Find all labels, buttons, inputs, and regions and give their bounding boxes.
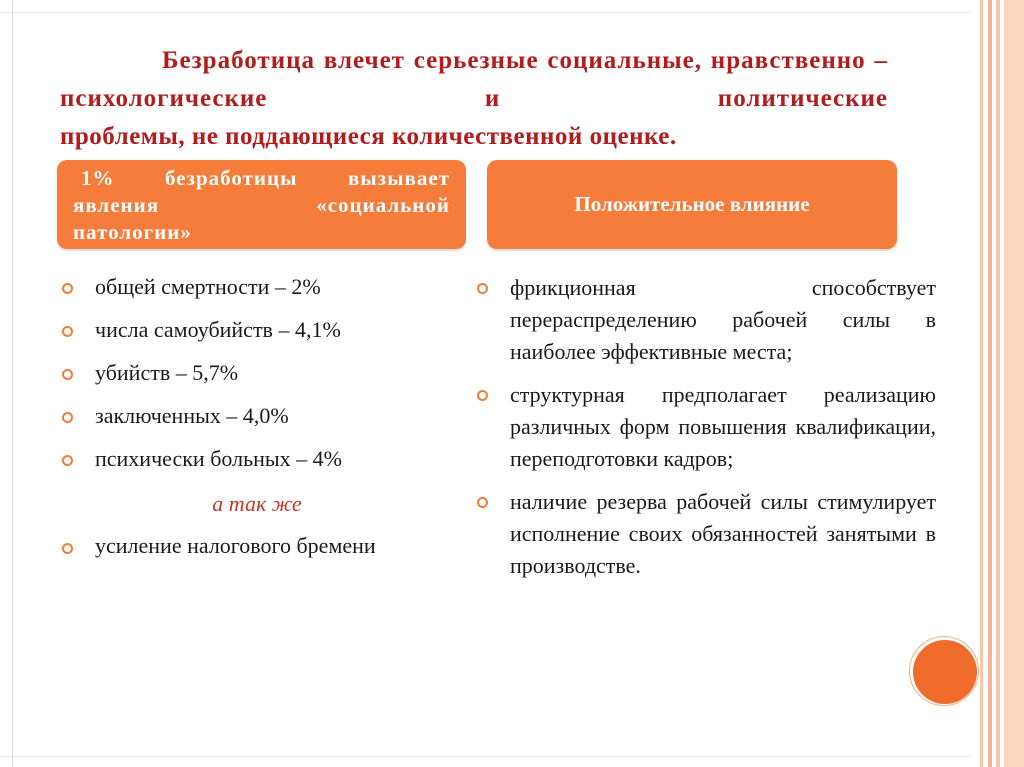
bullet-icon [62, 369, 73, 380]
negative-effects-list [62, 272, 452, 487]
negative-effects-extra-list [62, 531, 452, 561]
header-negative [57, 160, 466, 249]
slide-title-text: Безработица влечет серьезные социальные, нравственно – психологические и политические [60, 47, 888, 112]
list-item: психически больных – 4% [62, 444, 452, 474]
list-item: числа самоубийств – 4,1% [62, 315, 452, 345]
header-negative-line3: патологии» [73, 220, 192, 244]
positive-effects-list [477, 272, 936, 593]
list-item: общей смертности – 2% [62, 272, 452, 302]
bullet-icon [62, 455, 73, 466]
slide-title [60, 42, 888, 118]
bullet-icon [62, 543, 73, 554]
list-item: наличие резерва рабочей силы стимулирует исполнение своих обязанностей занятыми в производстве. [477, 486, 936, 582]
bullet-icon [62, 283, 73, 294]
bullet-icon [477, 497, 488, 508]
frame-line-left [12, 0, 13, 767]
header-negative-line1: 1% безработицы вызывает [81, 166, 450, 190]
frame-line-bottom [0, 756, 1024, 757]
also-note: а так же [212, 491, 302, 516]
header-positive-label: Положительное влияние [574, 192, 810, 216]
list-item: убийств – 5,7% [62, 358, 452, 388]
list-item: структурная предполагает реализацию различных форм повышения квалификации, переподготовки кадров; [477, 379, 936, 475]
bullet-icon [62, 326, 73, 337]
bullet-icon [477, 283, 488, 294]
decorative-stripes [970, 0, 1024, 767]
header-negative-line2: явления «социальной [73, 193, 450, 217]
slide-title-last-line: проблемы, не поддающиеся количественной оценке. [60, 123, 677, 150]
list-item: заключенных – 4,0% [62, 401, 452, 431]
list-item: усиление налогового бремени [62, 531, 452, 561]
bullet-icon [477, 390, 488, 401]
decorative-circle [913, 640, 977, 704]
frame-line-top [0, 12, 1024, 13]
bullet-icon [62, 412, 73, 423]
header-positive [487, 160, 897, 249]
list-item: фрикционная способствует перераспределению рабочей силы в наиболее эффективные места; [477, 272, 936, 368]
